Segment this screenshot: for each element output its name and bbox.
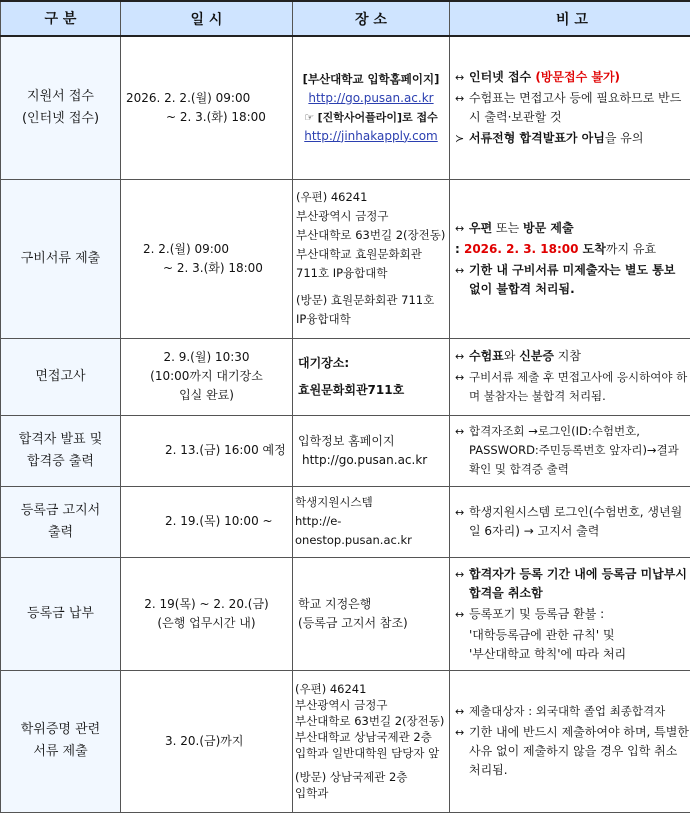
header-date: 일 시 — [121, 1, 293, 36]
deadline-text: 2026. 2. 3. 18:00 — [464, 242, 583, 256]
date-text: 2. 19.(목) 10:00 ~ — [121, 509, 292, 534]
date-text: ~ 2. 3.(화) 18:00 — [143, 259, 287, 278]
date-text: (은행 업무시간 내) — [126, 614, 287, 633]
bullet-icon: ↔ — [455, 347, 469, 366]
note-text: 도착 — [583, 242, 606, 256]
place-cell — [293, 486, 450, 557]
place-text: 학교 지정은행 — [298, 595, 444, 614]
category-cell — [1, 338, 121, 415]
notes-cell — [450, 338, 690, 415]
category-text: 서류 제출 — [1, 741, 120, 763]
note-text: 지참 — [554, 349, 581, 363]
place-text: 입학정보 홈페이지 — [298, 432, 444, 451]
note-text: 학생지원시스템 로그인(수험번호, 생년월일 6자리) → 고지서 출력 — [469, 503, 689, 541]
results-link[interactable]: http://go.pusan.ac.kr — [298, 451, 444, 470]
place-text: 입학과 일반대학원 담당자 앞 — [295, 745, 447, 761]
category-text: 지원서 접수 — [1, 86, 120, 108]
bullet-icon: ↔ — [455, 368, 469, 406]
table-row — [1, 670, 690, 812]
date-text: (10:00까지 대기장소 — [126, 367, 287, 386]
date-text: 2. 2.(월) 09:00 — [143, 240, 287, 259]
category-text: 등록금 납부 — [1, 603, 120, 625]
note-text: 방문 제출 — [523, 221, 574, 235]
category-text: 출력 — [1, 522, 120, 544]
note-text: '부산대학교 학칙'에 따라 처리 — [455, 645, 689, 664]
table-row — [1, 557, 690, 670]
note-text: 와 — [504, 349, 519, 363]
category-text: 구비서류 제출 — [1, 248, 120, 270]
date-text: 2026. 2. 2.(월) 09:00 — [126, 89, 287, 108]
date-cell — [121, 670, 293, 812]
date-text: 2. 9.(월) 10:30 — [126, 348, 287, 367]
note-text: 기한 내 구비서류 미제출자는 별도 통보 없이 불합격 처리됨. — [469, 261, 689, 299]
note-text: : — [455, 242, 464, 256]
homepage-link[interactable]: http://go.pusan.ac.kr — [308, 91, 433, 105]
place-text: (등록금 고지서 참조) — [298, 614, 444, 633]
note-text: 신분증 — [519, 349, 554, 363]
place-text: (우편) 46241 — [296, 188, 446, 207]
table-row — [1, 36, 690, 179]
place-text: 부산광역시 금정구 — [296, 207, 446, 226]
note-text: 수험표 — [469, 349, 504, 363]
arrow-icon: ≻ — [455, 129, 469, 148]
note-text: 기한 내에 반드시 제출하여야 하며, 특별한 사유 없이 제출하지 않을 경우 입학 취소 처리됨. — [469, 723, 689, 780]
date-cell — [121, 415, 293, 486]
place-text: (방문) 효원문화회관 711호 — [296, 291, 446, 310]
place-text: 부산대학교 상남국제관 2층 — [295, 729, 447, 745]
date-cell — [121, 179, 293, 338]
category-cell — [1, 36, 121, 179]
date-cell — [121, 338, 293, 415]
date-cell — [121, 557, 293, 670]
table-row — [1, 179, 690, 338]
category-text: 합격증 출력 — [1, 451, 120, 473]
place-title: [진학사어플라이]로 접수 — [318, 111, 438, 124]
notes-cell — [450, 36, 690, 179]
category-text: 등록금 고지서 — [1, 500, 120, 522]
place-cell — [293, 36, 450, 179]
place-text: 대기장소: — [298, 354, 444, 373]
bullet-icon: ↔ — [455, 89, 469, 127]
note-text: 합격자가 등록 기간 내에 등록금 미납부시 합격을 취소함 — [469, 565, 689, 603]
category-cell — [1, 557, 121, 670]
bullet-icon: ↔ — [455, 702, 469, 721]
table-row — [1, 415, 690, 486]
date-text: 2. 19(목) ~ 2. 20.(금) — [126, 595, 287, 614]
category-cell — [1, 486, 121, 557]
place-text: 효원문화회관711호 — [298, 381, 444, 400]
place-cell — [293, 415, 450, 486]
place-text: 부산광역시 금정구 — [295, 697, 447, 713]
date-text: 입실 완료) — [126, 386, 287, 405]
category-text: 합격자 발표 및 — [1, 429, 120, 451]
note-text: 제출대상자 : 외국대학 졸업 최종합격자 — [469, 702, 689, 721]
onestop-link[interactable]: http://e-onestop.pusan.ac.kr — [295, 512, 447, 550]
notes-cell — [450, 670, 690, 812]
place-cell — [293, 557, 450, 670]
category-cell — [1, 415, 121, 486]
note-warning: (방문접수 불가) — [535, 70, 620, 84]
bullet-icon: ↔ — [455, 723, 469, 780]
category-cell — [1, 670, 121, 812]
note-text: 등록포기 및 등록금 환불 : — [469, 605, 689, 624]
category-text: 학위증명 관련 — [1, 719, 120, 741]
bullet-icon: ↔ — [455, 422, 469, 479]
place-text: 부산대학교 효원문화회관 — [296, 245, 446, 264]
notes-cell — [450, 415, 690, 486]
header-category: 구 분 — [1, 1, 121, 36]
note-text: 우편 — [469, 221, 492, 235]
note-text: 수험표는 면접고사 등에 필요하므로 반드시 출력·보관할 것 — [469, 89, 689, 127]
note-text: 서류전형 합격발표가 아님 — [469, 131, 605, 145]
note-text: 인터넷 접수 — [469, 70, 535, 84]
bullet-icon: ↔ — [455, 219, 469, 238]
place-title: [부산대학교 입학홈페이지] — [295, 70, 447, 89]
jinhakapply-link[interactable]: http://jinhakapply.com — [304, 129, 438, 143]
note-text: 까지 유효 — [606, 242, 656, 256]
note-text: 합격자조회 →로그인(ID:수험번호, PASSWORD:주민등록번호 앞자리)→결과확인 및 합격증 출력 — [469, 422, 689, 479]
table-row — [1, 486, 690, 557]
date-cell — [121, 486, 293, 557]
place-cell — [293, 338, 450, 415]
date-text: ~ 2. 3.(화) 18:00 — [126, 108, 287, 127]
place-cell — [293, 179, 450, 338]
place-text: 711호 IP융합대학 — [296, 264, 446, 283]
bullet-icon: ↔ — [455, 68, 469, 87]
date-text: 3. 20.(금)까지 — [121, 729, 292, 754]
place-text: (우편) 46241 — [295, 681, 447, 697]
bullet-icon: ↔ — [455, 503, 469, 541]
bullet-icon: ↔ — [455, 605, 469, 624]
header-notes: 비 고 — [450, 1, 690, 36]
bullet-icon: ↔ — [455, 565, 469, 603]
header-place: 장 소 — [293, 1, 450, 36]
place-cell — [293, 670, 450, 812]
notes-cell — [450, 179, 690, 338]
category-text: (인터넷 접수) — [1, 108, 120, 130]
place-text: IP융합대학 — [296, 310, 446, 329]
place-text: 부산대학로 63번길 2(장전동) — [296, 226, 446, 245]
category-text: 면접고사 — [1, 366, 120, 388]
note-text: 을 유의 — [605, 131, 644, 145]
table-row — [1, 338, 690, 415]
note-text: 또는 — [492, 221, 523, 235]
pointing-hand-icon: ☞ — [304, 111, 314, 124]
category-cell — [1, 179, 121, 338]
notes-cell — [450, 557, 690, 670]
place-text: 학생지원시스템 — [295, 493, 447, 512]
place-text: 입학과 — [295, 785, 447, 801]
date-text: 2. 13.(금) 16:00 예정 — [121, 438, 292, 463]
bullet-icon: ↔ — [455, 261, 469, 299]
header-row — [1, 1, 690, 36]
place-text: (방문) 상남국제관 2층 — [295, 769, 447, 785]
notes-cell — [450, 486, 690, 557]
note-text: 구비서류 제출 후 면접고사에 응시하여야 하며 불참자는 불합격 처리됨. — [469, 368, 689, 406]
date-cell — [121, 36, 293, 179]
place-text: 부산대학로 63번길 2(장전동) — [295, 713, 447, 729]
note-text: '대학등록금에 관한 규칙' 및 — [455, 626, 689, 645]
